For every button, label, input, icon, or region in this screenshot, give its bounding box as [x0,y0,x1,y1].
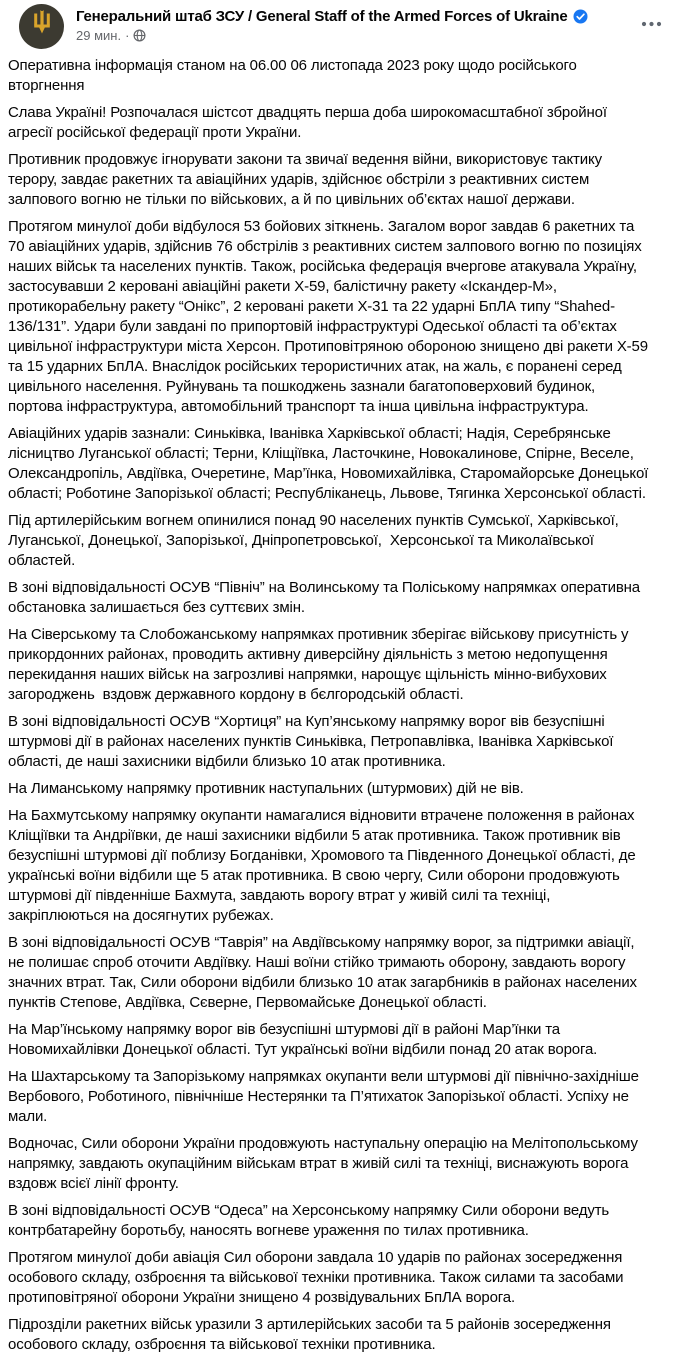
post-text [0,52,676,1355]
post-paragraph: На Мар’їнському напрямку ворог вів безуспішні штурмові дії в районі Мар’їнки та Новомихайлівки Донецької області. Тут українські воїни відбили понад 20 атак ворога. [8,1021,598,1058]
avatar[interactable] [19,4,64,49]
post-paragraph: Протягом минулої доби авіація Сил оборони завдала 10 ударів по районах зосередження особового складу, озброєння та військової техніки противника. Також силами та засобами протиповітряної оборони України знищено 4 розвідувальних БпЛА ворога. [8,1249,628,1306]
page-name-row [76,5,632,25]
post-paragraph: В зоні відповідальності ОСУВ “Хортиця” на Куп’янському напрямку ворог вів безуспішні штурмові дії в районах населених пунктів Синьківка, Петропавлівка, Іванівка Харківської області, де наші захисники відбили близько 10 атак противника. [8,713,618,770]
post-paragraph: На Бахмутському напрямку окупанти намагалися відновити втрачене положення в районах Кліщіївки та Андріївки, де наші захисники відбили 5 атак противника. Також противник вів безуспішні штурмові дії поблизу Богданівки, Хромового та Південного Донецької області, де українські воїни відбили ще 5 атак противника. В свою чергу, Сили оборони продовжують штурмові дії південніше Бахмута, завдають ворогу втрат у живій силі та техніці, закріплюються на досягнутих рубежах. [8,807,640,924]
page-name-link[interactable]: Генеральний штаб ЗСУ / General Staff of the Armed Forces of Ukraine [76,8,568,25]
ukraine-trident-icon [30,9,54,44]
post-paragraph: Авіаційних ударів зазнали: Синьківка, Іванівка Харківської області; Надія, Серебрянське лісництво Луганської області; Терни, Кліщіївка, Ласточкине, Новокалинове, Спірне, Веселе, Олександропіль, Авдіївка, Очеретине, Мар’їнка, Новомихайлівка, Старомайорське Донецької області; Роботине Запорізької області; Республіканець, Львове, Тягинка Херсонської області. [8,425,653,502]
post-meta-row [76,28,632,43]
meta-separator: · [125,28,130,43]
post-paragraph: В зоні відповідальності ОСУВ “Одеса” на Херсонському напрямку Сили оборони ведуть контрбатарейну боротьбу, наносять вогневе ураження по тилах противника. [8,1202,614,1239]
globe-icon [133,29,146,42]
post-paragraph: В зоні відповідальності ОСУВ “Північ” на Волинському та Поліському напрямках оперативна обстановка залишається без суттєвих змін. [8,579,644,616]
post-paragraph: Слава Україні! Розпочалася шістсот двадцять перша доба широкомасштабної збройної агресії російської федерації проти України. [8,104,611,141]
post-paragraph: Під артилерійським вогнем опинилися понад 90 населених пунктів Сумської, Харківської, Луганської, Донецької, Запорізької, Дніпропетровської, Херсонської та Миколаївської областей. [8,512,623,569]
post-header [0,0,676,52]
post-paragraph: Оперативна інформація станом на 06.00 06 листопада 2023 року щодо російського вторгнення [8,57,581,94]
timestamp[interactable]: 29 мин. [76,28,122,43]
post-paragraph: Водночас, Сили оборони України продовжують наступальну операцію на Мелітопольському напрямку, завдають окупаційним військам втрат в живій силі та техніці, виснажують ворога вздовж всієї лінії фронту. [8,1135,642,1192]
post-paragraph: В зоні відповідальності ОСУВ “Таврія” на Авдіївському напрямку ворог, за підтримки авіації, не полишає спроб оточити Авдіївку. Наші воїни стійко тримають оборону, завдають ворогу значних втрат. Так, Сили оборони відбили близько 10 атак загарбників в районах населених пунктів Степове, Авдіївка, Сєверне, Первомайське Донецької області. [8,934,641,1011]
three-dots-icon [641,21,662,27]
post-paragraph: Підрозділи ракетних військ уразили 3 артилерійських засоби та 5 районів зосередження особового складу, озброєння та військової техніки противника. [8,1316,615,1353]
post-paragraph: На Шахтарському та Запорізькому напрямках окупанти вели штурмові дії північно-західніше Вербового, Роботиного, північніше Нестерянки та П’ятихаток Запорізької області. Успіху не мали. [8,1068,643,1125]
post-paragraph: Противник продовжує ігнорувати закони та звичаї ведення війни, використовує тактику терору, завдає ракетних та авіаційних ударів, здійснює обстріли з реактивних систем залпового вогню не тільки по військових, а й по цивільних об’єктах нашої держави. [8,151,606,208]
post-paragraph: На Сіверському та Слобожанському напрямках противник зберігає військову присутність у прикордонних районах, проводить активну диверсійну діяльність з метою недопущення перекидання наших військ на загрозливі напрямки, нарощує щільність мінно-вибухових загороджень вздовж державного кордону в бєлгородській області. [8,626,633,703]
post-paragraph: На Лиманському напрямку противник наступальних (штурмових) дій не вів. [8,780,524,797]
verified-badge-icon [573,9,588,24]
post-paragraph: Протягом минулої доби відбулося 53 бойових зіткнень. Загалом ворог завдав 6 ракетних та 70 авіаційних ударів, здійснив 76 обстрілів з реактивних систем залпового вогню по позиціях наших військ та населених пунктів. Також, російська федерація вчергове атакувала Україну, застосувавши 2 керовані авіаційні ракети Х-59, балістичну ракету «Іскандер-М», протикорабельну ракету “Онікс”, 2 керовані ракети Х-31 та 22 ударні БпЛА типу “Shahed-136/131”. Удари були завдані по припортовій інфраструктурі Одеської області та об’єктах цивільної інфраструктури міста Херсон. Протиповітряною обороною знищено дві ракети Х-59 та 15 ударних БпЛА. Внаслідок російських терористичних атак, на жаль, є поранені серед цивільного населення. Руйнувань та пошкоджень зазнали багатоповерховий будинок, портова інфраструктура, автомобільний транспорт та інша цивільна інфраструктура. [8,218,652,415]
more-options-button[interactable] [635,12,667,36]
